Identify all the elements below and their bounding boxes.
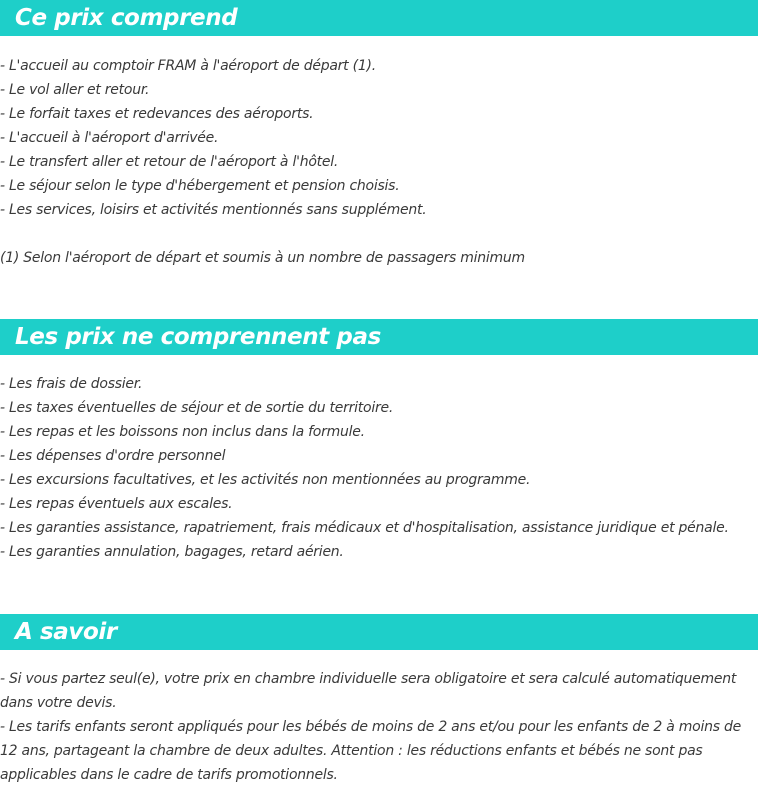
section-title-not-included: Les prix ne comprennent pas [15,324,381,350]
list-item: - Les frais de dossier. [0,376,143,392]
list-item: - Les taxes éventuelles de séjour et de sortie du territoire. [0,400,394,416]
list-item: - Les dépenses d'ordre personnel [0,448,226,464]
list-item: - Les garanties annulation, bagages, retard aérien. [0,544,344,560]
list-item: - Les repas éventuels aux escales. [0,496,233,512]
list-item: - Le transfert aller et retour de l'aéroport à l'hôtel. [0,154,339,170]
list-item: - L'accueil au comptoir FRAM à l'aéroport de départ (1). [0,58,376,74]
list-item: - Les services, loisirs et activités mentionnés sans supplément. [0,202,427,218]
good-to-know-text [0,667,758,787]
section-header-included [0,0,758,36]
list-item: - Le séjour selon le type d'hébergement et pension choisis. [0,178,400,194]
list-item: - L'accueil à l'aéroport d'arrivée. [0,130,219,146]
footnote: (1) Selon l'aéroport de départ et soumis à un nombre de passagers minimum [0,250,525,266]
section-title-good-to-know: A savoir [15,619,117,645]
list-item: - Le forfait taxes et redevances des aéroports. [0,106,314,122]
list-item: - Le vol aller et retour. [0,82,150,98]
list-item: - Les garanties assistance, rapatriement, frais médicaux et d'hospitalisation, assistance juridique et pénale. [0,520,729,536]
included-list [0,54,758,270]
section-header-not-included [0,319,758,355]
paragraph: - Les tarifs enfants seront appliqués pour les bébés de moins de 2 ans et/ou pour les enfants de 2 à moins de 12 ans, partageant la chambre de deux adultes. Attention : les réductions enfants et bébés ne sont pas applicables dans le cadre de tarifs promotionnels. [0,719,742,783]
not-included-list [0,372,758,564]
paragraph: - Si vous partez seul(e), votre prix en chambre individuelle sera obligatoire et sera calculé automatiquement dans votre devis. [0,671,737,711]
list-item: - Les excursions facultatives, et les activités non mentionnées au programme. [0,472,531,488]
section-title-included: Ce prix comprend [15,5,238,31]
spacer [0,222,758,246]
list-item: - Les repas et les boissons non inclus dans la formule. [0,424,365,440]
section-header-good-to-know [0,614,758,650]
